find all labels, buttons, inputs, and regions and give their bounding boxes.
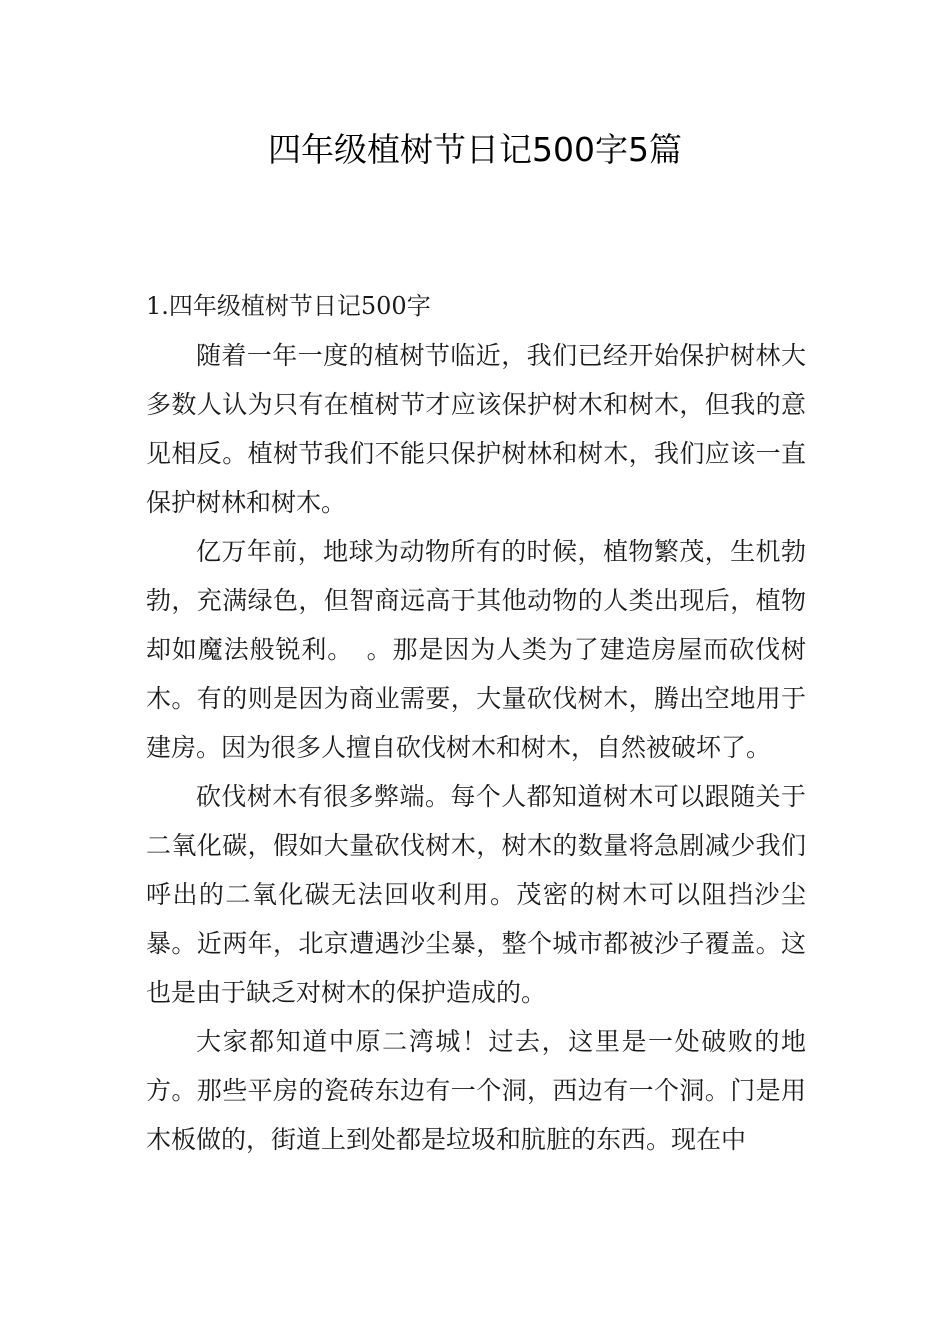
paragraph-3: 砍伐树木有很多弊端。每个人都知道树木可以跟随关于二氧化碳，假如大量砍伐树木，树木的数量将急剧减少我们呼出的二氧化碳无法回收利用。茂密的树木可以阻挡沙尘暴。近两年，北京遭遇沙尘暴，整个城市都被沙子覆盖。这也是由于缺乏对树木的保护造成的。	[146, 782, 806, 1007]
document-title: 四年级植树节日记500字5篇	[268, 130, 682, 169]
paragraph-4: 大家都知道中原二湾城！过去，这里是一处破败的地方。那些平房的瓷砖东边有一个洞，西边有一个洞。门是用木板做的，街道上到处都是垃圾和肮脏的东西。现在中	[146, 1027, 806, 1154]
paragraph-2: 亿万年前，地球为动物所有的时候，植物繁茂，生机勃勃，充满绿色，但智商远高于其他动物的人类出现后，植物却如魔法般锐利。 。那是因为人类为了建造房屋而砍伐树木。有的则是因为商业需要，大量砍伐树木，腾出空地用于建房。因为很多人擅自砍伐树木和树木，自然被破坏了。	[146, 537, 806, 762]
section-heading: 1.四年级植树节日记500字	[146, 292, 431, 320]
document-body	[146, 282, 806, 1164]
paragraph-1: 随着一年一度的植树节临近，我们已经开始保护树林大多数人认为只有在植树节才应该保护树木和树木，但我的意见相反。植树节我们不能只保护树林和树木，我们应该一直保护树林和树木。	[146, 341, 806, 517]
